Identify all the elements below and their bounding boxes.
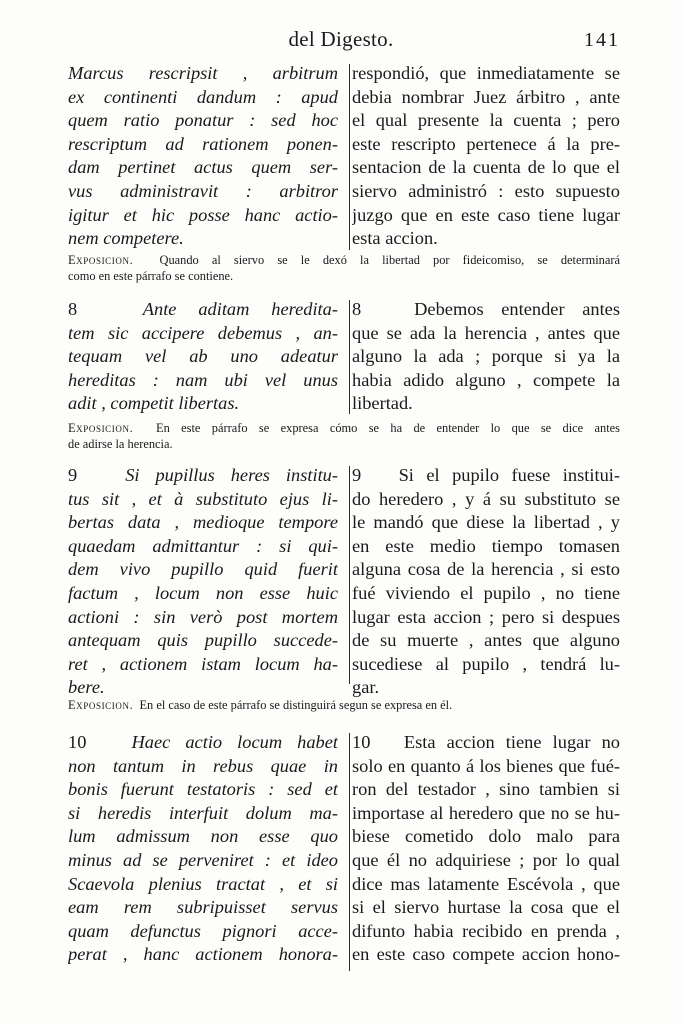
spanish-line: juzgo que en este caso tiene lugar [352,204,620,225]
latin-column [68,298,338,416]
spanish-line: en este medio tiempo tomasen [352,535,620,556]
latin-column [68,731,338,967]
latin-text: Ante aditam heredita- [142,299,338,319]
latin-line: quem ratio ponatur : sed hoc [68,110,338,131]
section-paragraph-10 [68,731,620,971]
paragraph-number: 10 [68,732,87,752]
latin-line: quam defunctus pignori acce- [68,920,338,941]
paragraph-number: 10 [352,732,371,752]
spanish-line: importase al heredero que no se hu- [352,802,620,823]
latin-line: vus administravit : arbitror [68,180,338,201]
spanish-line: habia adido alguno , compete la [352,369,620,390]
latin-line: bere. [68,677,105,698]
column-divider [349,466,350,684]
latin-line: perat , hanc actionem honora- [68,944,338,965]
latin-line: Marcus rescripsit , arbitrum [68,63,338,83]
spanish-line: alguno la ada ; porque si ya la [352,346,620,367]
section-paragraph-9 [68,464,620,698]
latin-line: tequam vel ab uno adeatur [68,346,338,367]
latin-line: minus ad se perveniret : et ideo [68,849,338,870]
exposition-label: Exposicion. [68,698,134,712]
column-divider [349,300,350,414]
spanish-line: alguna cosa de la herencia , si esto [352,559,620,580]
exposition-note [68,252,620,284]
latin-column [68,62,338,251]
spanish-line: esta accion. [352,228,438,249]
spanish-line: do heredero , y á su substituto se [352,488,620,509]
latin-line [68,298,338,322]
exposition-text: como en este párrafo se contiene. [68,269,234,283]
latin-line: hereditas : nam ubi vel unus [68,369,338,390]
latin-text: Si pupillus heres institu- [125,465,338,485]
spanish-line [352,731,620,755]
spanish-line: respondió, que inmediatamente se [352,63,620,83]
latin-line [68,464,338,488]
spanish-line: que él no adquiriese ; por lo qual [352,849,620,870]
spanish-line: si el siervo hurtase la cosa que el [352,897,620,918]
spanish-line: que se ada la herencia , antes que [352,322,620,343]
spanish-line: en este caso compete accion hono- [352,944,620,965]
exposition-line [68,252,620,268]
latin-line: rescriptum ad rationem ponen- [68,133,338,154]
latin-line: igitur et hic posse hanc actio- [68,204,338,225]
exposition-text: En este párrafo se expresa cómo se ha de entender lo que se dice antes [156,421,620,435]
spanish-line: biese cometido dolo malo para [352,826,620,847]
latin-line: tus sit , et à substituto ejus li- [68,488,338,509]
spanish-line: dice mas latamente Escévola , que [352,873,620,894]
spanish-line: difunto habia recibido en prenda , [352,920,620,941]
spanish-line: ron del testador , sino tambien si [352,779,620,800]
spanish-line: sentacion de la cuenta de lo que el [352,157,620,178]
spanish-line: el qual presente la cuenta ; pero [352,110,620,131]
latin-line: bertas data , medioque tempore [68,512,338,533]
spanish-column [352,298,620,416]
latin-line: ex continenti dandum : apud [68,86,338,107]
latin-text: Haec actio locum habet [131,732,338,752]
paragraph-number: 8 [68,299,78,319]
exposition-text: Quando al siervo se le dexó la libertad por fideicomiso, se determinará [159,253,620,267]
page-header [0,27,682,55]
exposition-note [68,420,620,452]
latin-line: lum admissum non esse quo [68,826,338,847]
exposition-text: En el caso de este párrafo se distinguirá segun se expresa en él. [139,698,453,712]
exposition-label: Exposicion. [68,421,134,435]
paragraph-number: 9 [352,465,362,485]
page-number: 141 [584,29,620,51]
spanish-line: fué viviendo el pupilo , no tiene [352,582,620,603]
latin-line: dam pertinet actus quem ser- [68,157,338,178]
spanish-line: siervo administró : esto supuesto [352,180,620,201]
spanish-line: de su muerte , antes que alguno [352,630,620,651]
latin-line: eam rem subripuisset servus [68,897,338,918]
spanish-column [352,731,620,967]
latin-line [68,731,338,755]
latin-line: bonis fuerunt testatoris : sed et [68,779,338,800]
latin-line: adit , competit libertas. [68,393,240,414]
column-divider [349,733,350,971]
spanish-line: solo en quanto á los bienes que fué- [352,755,620,776]
spanish-line: lugar esta accion ; pero si despues [352,606,620,627]
paragraph-number: 8 [352,299,362,319]
spanish-line: sucediese al pupilo , tendrá lu- [352,653,620,674]
latin-line: non tantum in rebus quae in [68,755,338,776]
spanish-text: Si el pupilo fuese institui- [398,465,620,485]
section-paragraph-8 [68,298,620,416]
latin-line: quaedam admittantur : si qui- [68,535,338,556]
latin-line: antequam quis pupillo succede- [68,630,338,651]
latin-column [68,464,338,700]
exposition-note [68,697,620,713]
spanish-line: libertad. [352,393,413,414]
exposition-line [68,420,620,436]
spanish-line: gar. [352,677,380,698]
paragraph-number: 9 [68,465,78,485]
exposition-line [68,697,620,713]
spanish-text: Esta accion tiene lugar no [403,732,620,752]
exposition-label: Exposicion. [68,253,134,267]
exposition-text: de adirse la herencia. [68,437,173,451]
section-continuation [68,62,620,252]
latin-line: si heredis interfuit dolum ma- [68,802,338,823]
spanish-column [352,464,620,700]
spanish-line: le mandó que diese la libertad , y [352,512,620,533]
spanish-line: este rescripto pertenece á la pre- [352,133,620,154]
spanish-text: Debemos entender antes [414,299,620,319]
spanish-line [352,464,620,488]
latin-line: actioni : sin verò post mortem [68,606,338,627]
latin-line: tem sic accipere debemus , an- [68,322,338,343]
latin-line: nem competere. [68,228,184,249]
column-divider [349,64,350,250]
spanish-column [352,62,620,251]
latin-line: ret , actionem istam locum ha- [68,653,338,674]
latin-line: factum , locum non esse huic [68,582,338,603]
latin-line: Scaevola plenius tractat , et si [68,873,338,894]
running-title: del Digesto. [288,27,394,51]
spanish-line: debia nombrar Juez árbitro , ante [352,86,620,107]
spanish-line [352,298,620,322]
latin-line: dem vivo pupillo quid fuerit [68,559,338,580]
